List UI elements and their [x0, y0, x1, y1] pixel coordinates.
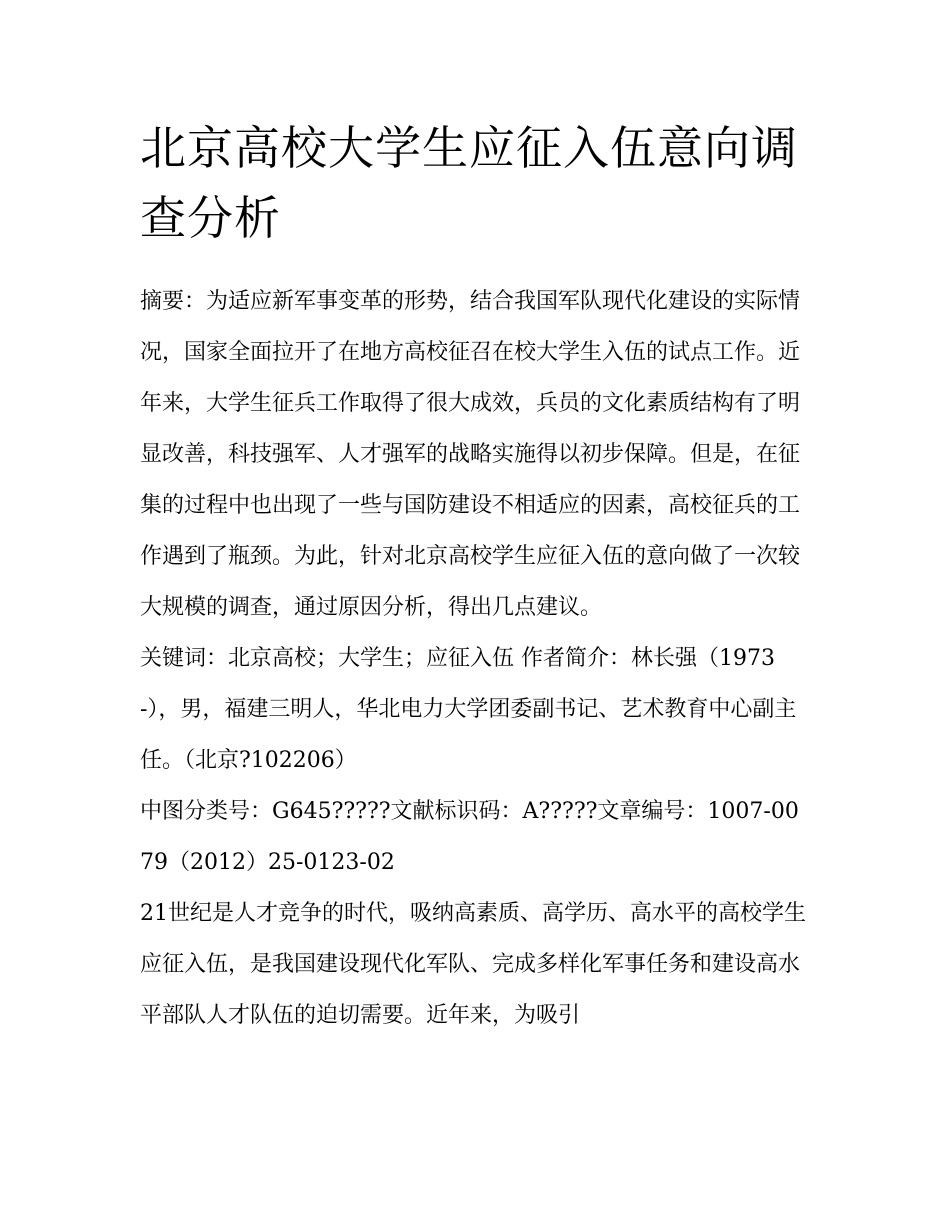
intro-paragraph: 21世纪是人才竞争的时代，吸纳高素质、高学历、高水平的高校学生应征入伍，是我国建设现代化军队、完成多样化军事任务和建设高水平部队人才队伍的迫切需要。近年来，为吸引 [140, 901, 806, 1028]
page-title: 北京高校大学生应征入伍意向调查分析 [140, 121, 798, 245]
abstract-paragraph: 摘要：为适应新军事变革的形势，结合我国军队现代化建设的实际情况，国家全面拉开了在地方高校征召在校大学生入伍的试点工作。近年来，大学生征兵工作取得了很大成效，兵员的文化素质结构有了明显改善，科技强军、人才强军的战略实施得以初步保障。但是，在征集的过程中也出现了一些与国防建设不相适应的因素，高校征兵的工作遇到了瓶颈。为此，针对北京高校学生应征入伍的意向做了一次较大规模的调查，通过原因分析，得出几点建议。 [140, 289, 801, 620]
classification-paragraph: 中图分类号：G645?????文献标识码：A?????文章编号：1007-0079（2012）25-0123-02 [140, 799, 799, 875]
keywords-paragraph: 关键词：北京高校；大学生；应征入伍 作者简介：林长强（1973-），男，福建三明人，华北电力大学团委副书记、艺术教育中心副主任。（北京?102206） [140, 646, 797, 773]
document-body [140, 276, 812, 1041]
